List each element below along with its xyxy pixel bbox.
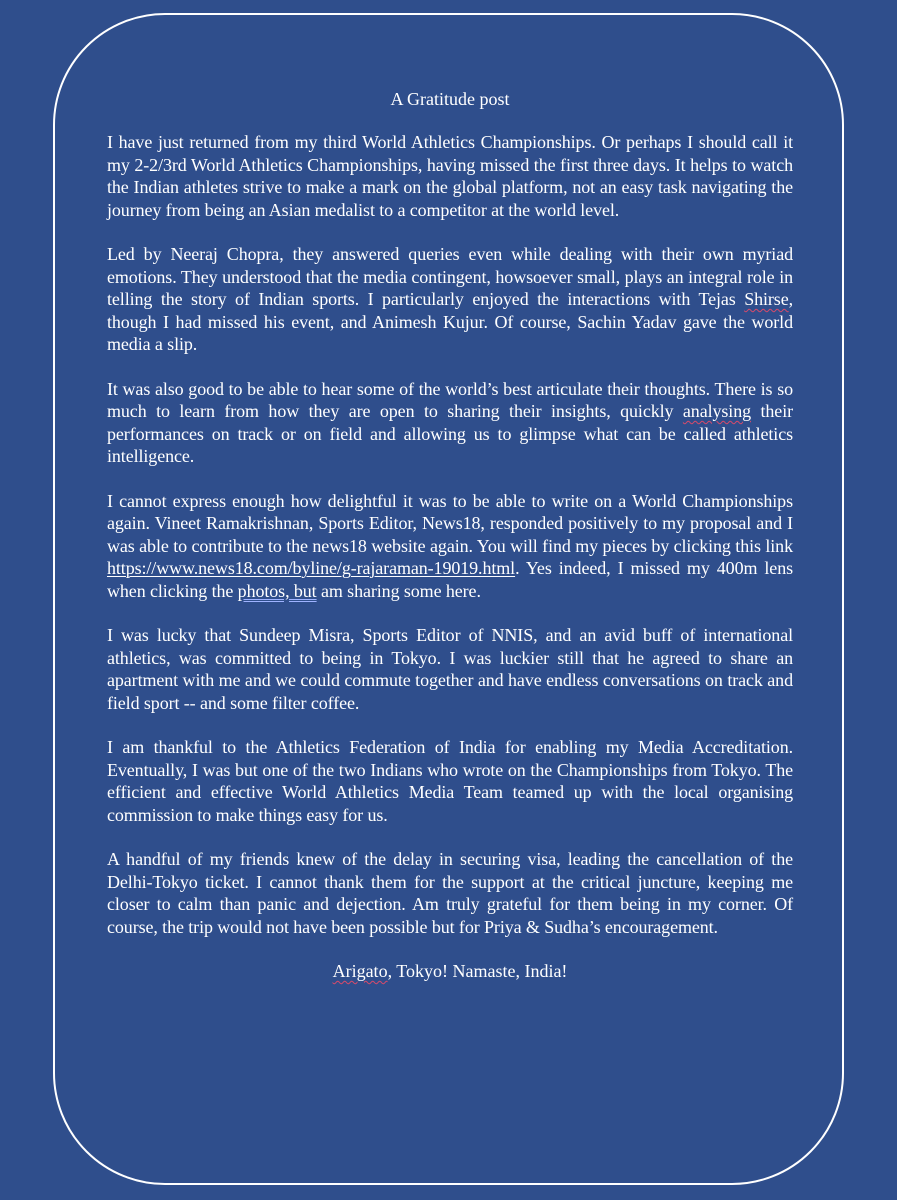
paragraph-1: I have just returned from my third World Athletics Championships. Or perhaps I should call it my 2-2/3rd World Athletics Championships, having missed the first three days. It helps to watch the Indian athletes strive to make a mark on the global platform, not an easy task navigating the journey from being an Asian medalist to a competitor at the world level.	[107, 132, 793, 220]
closing-line	[107, 960, 793, 983]
paragraph-2	[107, 243, 793, 356]
page-title: A Gratitude post	[390, 89, 510, 109]
byline-link[interactable]: https://www.news18.com/byline/g-rajaraman-19019.html	[107, 558, 516, 578]
photos-link-text[interactable]: photos, but	[237, 580, 317, 601]
paragraph-4	[107, 490, 793, 603]
paragraph-3	[107, 378, 793, 468]
paragraph-2-text-b: , though I had missed his event, and Animesh Kujur. Of course, Sachin Yadav gave the world media a slip.	[107, 289, 793, 354]
paragraph-6: I am thankful to the Athletics Federation of India for enabling my Media Accreditation. Eventually, I was but one of the two Indians who wrote on the Championships from Tokyo. The efficient and effective World Athletics Media Team teamed up with the local organising commission to make things easy for us.	[107, 737, 793, 825]
post-body	[107, 88, 793, 983]
paragraph-4-text-c: am sharing some here.	[316, 580, 481, 601]
closing-text: , Tokyo! Namaste, India!	[387, 961, 568, 981]
paragraph-2-text-a: Led by Neeraj Chopra, they answered queries even while dealing with their own myriad emotions. They understood that the media contingent, howsoever small, plays an integral role in telling the story of Indian sports. I particularly enjoyed the interactions with Tejas	[107, 244, 793, 309]
misspelled-word-shirse: Shirse	[744, 289, 789, 309]
misspelled-word-analysing: analysing	[682, 401, 752, 421]
paragraph-3-text-b: their performances on track or on field and allowing us to glimpse what can be called athletics intelligence.	[107, 401, 793, 466]
paragraph-4-text-a: I cannot express enough how delightful it was to be able to write on a World Championships again. Vineet Ramakrishnan, Sports Editor, News18, responded positively to my proposal and I was able to contribute to the news18 website again. You will find my pieces by clicking this link	[107, 490, 793, 556]
paragraph-5: I was lucky that Sundeep Misra, Sports Editor of NNIS, and an avid buff of international athletics, was committed to being in Tokyo. I was luckier still that he agreed to share an apartment with me and we could commute together and have endless conversations on track and field sport -- and some filter coffee.	[107, 625, 793, 713]
paragraph-4-text-b: . Yes indeed, I missed my 400m lens when clicking the	[107, 558, 793, 601]
paragraph-7: A handful of my friends knew of the delay in securing visa, leading the cancellation of the Delhi-Tokyo ticket. I cannot thank them for the support at the critical juncture, keeping me closer to calm than panic and dejection. Am truly grateful for them being in my corner. Of course, the trip would not have been possible but for Priya & Sudha’s encouragement.	[107, 849, 793, 937]
paragraph-3-text-a: It was also good to be able to hear some of the world’s best articulate their thoughts. There is so much to learn from how they are open to sharing their insights, quickly	[107, 378, 793, 421]
misspelled-word-arigato: Arigato	[332, 961, 388, 981]
